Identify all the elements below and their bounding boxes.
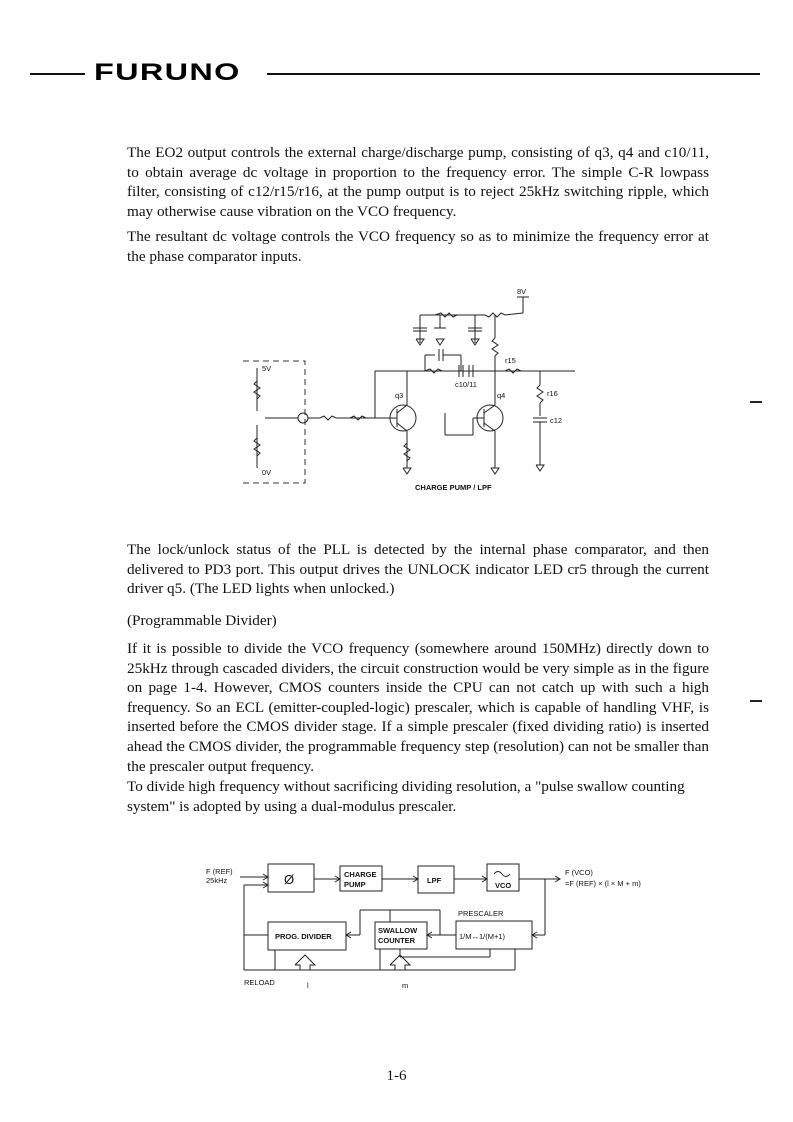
- block-label-charge: CHARGE: [344, 870, 377, 879]
- paragraph-programmable-divider: If it is possible to divide the VCO frequency (somewhere around 150MHz) directly down to 25kHz through cascaded dividers, the circuit construction would be very simple as in the figure on page 1-4. However, CMOS counters inside the CPU can not catch up with such a high frequency. So an ECL (emitter-coupled-logic) prescaler, which is capable of handling VHF, is inserted before the CMOS divider stage. If a simple prescaler (fixed dividing ratio) is inserted ahead the CMOS divider, the programmable frequency step (resolution) can not be smaller than the prescaler output frequency.: [127, 640, 709, 775]
- header-rule-left: [30, 73, 85, 75]
- block-label-swallow: SWALLOW: [378, 926, 418, 935]
- block-label-f-vco: F (VCO): [565, 868, 593, 877]
- schematic-label-r16: r16: [547, 389, 558, 398]
- block-label-m: m: [402, 981, 409, 990]
- paragraph-lock-status: The lock/unlock status of the PLL is detected by the internal phase comparator, and then delivered to PD3 port. This output drives the UNLOCK indicator LED cr5 through the current driver q5. (The LED lights when unlocked.): [127, 541, 709, 598]
- pulse-swallow-block-diagram: [200, 855, 680, 995]
- schematic-label-5v: 5V: [262, 364, 272, 373]
- schematic-caption: CHARGE PUMP / LPF: [415, 483, 492, 492]
- block-label-l: l: [307, 981, 309, 990]
- block-label-modulus: 1/M↔1/(M+1): [459, 932, 506, 941]
- page-number: 1-6: [386, 1068, 407, 1084]
- phase-comparator-symbol: Ø: [284, 872, 295, 887]
- paragraph-pulse-swallow: To divide high frequency without sacrificing dividing resolution, a "pulse swallow counting system" is adopted by using a dual-modulus prescaler.: [127, 778, 685, 815]
- block-label-pump: PUMP: [344, 880, 366, 889]
- block-label-prescaler: PRESCALER: [458, 909, 504, 918]
- block-label-vco: VCO: [495, 881, 512, 890]
- charge-pump-schematic: [235, 283, 615, 498]
- margin-mark: [750, 401, 762, 403]
- schematic-label-0v: 0V: [262, 468, 272, 477]
- block-label-prog-divider: PROG. DIVIDER: [275, 932, 332, 941]
- furuno-logo: FURUNO: [94, 59, 241, 86]
- schematic-label-r15: r15: [505, 356, 516, 365]
- block-label-formula: =F (REF) × (l × M + m): [565, 879, 641, 888]
- paragraph-vco-control: The resultant dc voltage controls the VCO frequency so as to minimize the frequency error at the phase comparator inputs.: [127, 228, 709, 265]
- margin-mark: [750, 700, 762, 702]
- block-label-reload: RELOAD: [244, 978, 275, 987]
- schematic-label-8v: 8V: [517, 287, 527, 296]
- block-label-lpf: LPF: [427, 876, 442, 885]
- schematic-label-c10-11: c10/11: [455, 380, 477, 389]
- header-rule-right: [267, 73, 760, 75]
- block-label-f-ref-frequency: 25kHz: [206, 876, 228, 885]
- schematic-label-q3: q3: [395, 391, 404, 400]
- schematic-label-c12: c12: [550, 416, 563, 425]
- block-label-counter: COUNTER: [378, 936, 416, 945]
- paragraph-charge-pump: The EO2 output controls the external charge/discharge pump, consisting of q3, q4 and c10/11, to obtain average dc voltage in proportion to the frequency error. The simple C-R lowpass filter, consisting of c12/r15/r16, at the pump output is to reject 25kHz switching ripple, which may otherwise cause vibration on the VCO frequency.: [127, 144, 709, 220]
- paragraph-subheading-programmable-divider: (Programmable Divider): [127, 612, 277, 629]
- schematic-label-q4: q4: [497, 391, 506, 400]
- block-label-f-ref: F (REF): [206, 867, 233, 876]
